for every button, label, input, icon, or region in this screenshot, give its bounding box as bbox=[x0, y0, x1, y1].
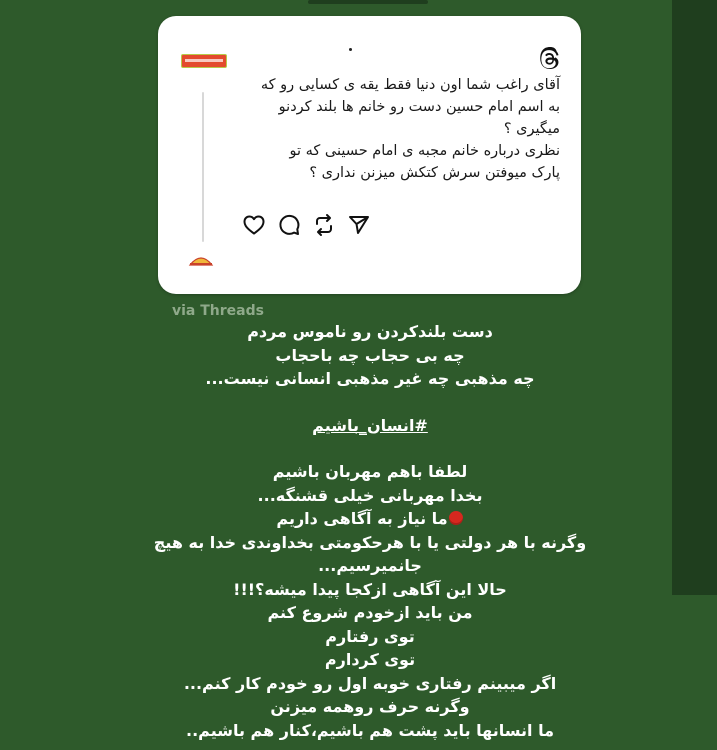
post-line: میگیری ؟ bbox=[503, 121, 560, 137]
caption-line: دست بلندکردن رو ناموس مردم bbox=[247, 322, 493, 341]
caption-line-need bbox=[100, 507, 640, 531]
post-line: آقای راغب شما اون دنیا فقط یقه ی کسایی رو که bbox=[260, 77, 560, 93]
hashtag-link[interactable]: #انسان_باشیم bbox=[312, 415, 428, 435]
card-dot bbox=[349, 48, 352, 51]
caption-line: من باید ازخودم شروع کنم bbox=[267, 603, 473, 622]
caption-line: جانمیرسیم... bbox=[318, 556, 422, 575]
caption-line: ما انسانها باید پشت هم باشیم،کنار هم باشیم.. bbox=[186, 720, 554, 740]
heart-icon[interactable] bbox=[242, 213, 266, 237]
thread-line bbox=[202, 92, 204, 242]
caption-line: چه بی حجاب چه باحجاب bbox=[275, 345, 465, 365]
red-circle-icon bbox=[449, 511, 463, 525]
story-caption bbox=[100, 320, 640, 742]
small-avatar-icon bbox=[188, 254, 214, 266]
side-strip bbox=[672, 0, 717, 595]
caption-line: لطفا باهم مهربان باشیم bbox=[272, 462, 468, 481]
post-line: پارک میوفتن سرش کتکش میزنن نداری ؟ bbox=[309, 165, 560, 181]
send-icon[interactable] bbox=[347, 213, 371, 237]
caption-line: توی رفتارم bbox=[325, 626, 415, 646]
caption-line: اگر میبینم رفتاری خوبه اول رو خودم کار کنم... bbox=[183, 673, 557, 693]
post-line: نظری درباره خانم مجبه ی امام حسینی که تو bbox=[289, 143, 560, 159]
post-text bbox=[250, 74, 560, 184]
caption-line: چه مذهبی چه غیر مذهبی انسانی نیست... bbox=[205, 369, 535, 388]
caption-line: وگرنه حرف روهمه میزنن bbox=[270, 697, 470, 716]
post-actions bbox=[242, 212, 371, 238]
caption-line: وگرنه با هر دولتی یا با هرحکومتی بخداوندی خدا به هیچ bbox=[153, 532, 587, 552]
threads-icon[interactable] bbox=[537, 46, 563, 72]
avatar-logo[interactable] bbox=[181, 54, 227, 68]
comment-icon[interactable] bbox=[277, 213, 301, 237]
repost-icon[interactable] bbox=[312, 213, 336, 237]
via-threads-label[interactable]: via Threads bbox=[172, 303, 264, 319]
caption-line: توی کردارم bbox=[324, 650, 416, 669]
top-handle bbox=[308, 0, 428, 4]
need-text: ما نیاز به آگاهی داریم bbox=[276, 509, 448, 528]
caption-line: بخدا مهربانی خیلی قشنگه... bbox=[257, 485, 483, 505]
post-line: به اسم امام حسین دست رو خانم ها بلند کردنو bbox=[278, 99, 560, 115]
caption-line: حالا این آگاهی ازکجا پیدا میشه؟!!! bbox=[233, 579, 507, 599]
